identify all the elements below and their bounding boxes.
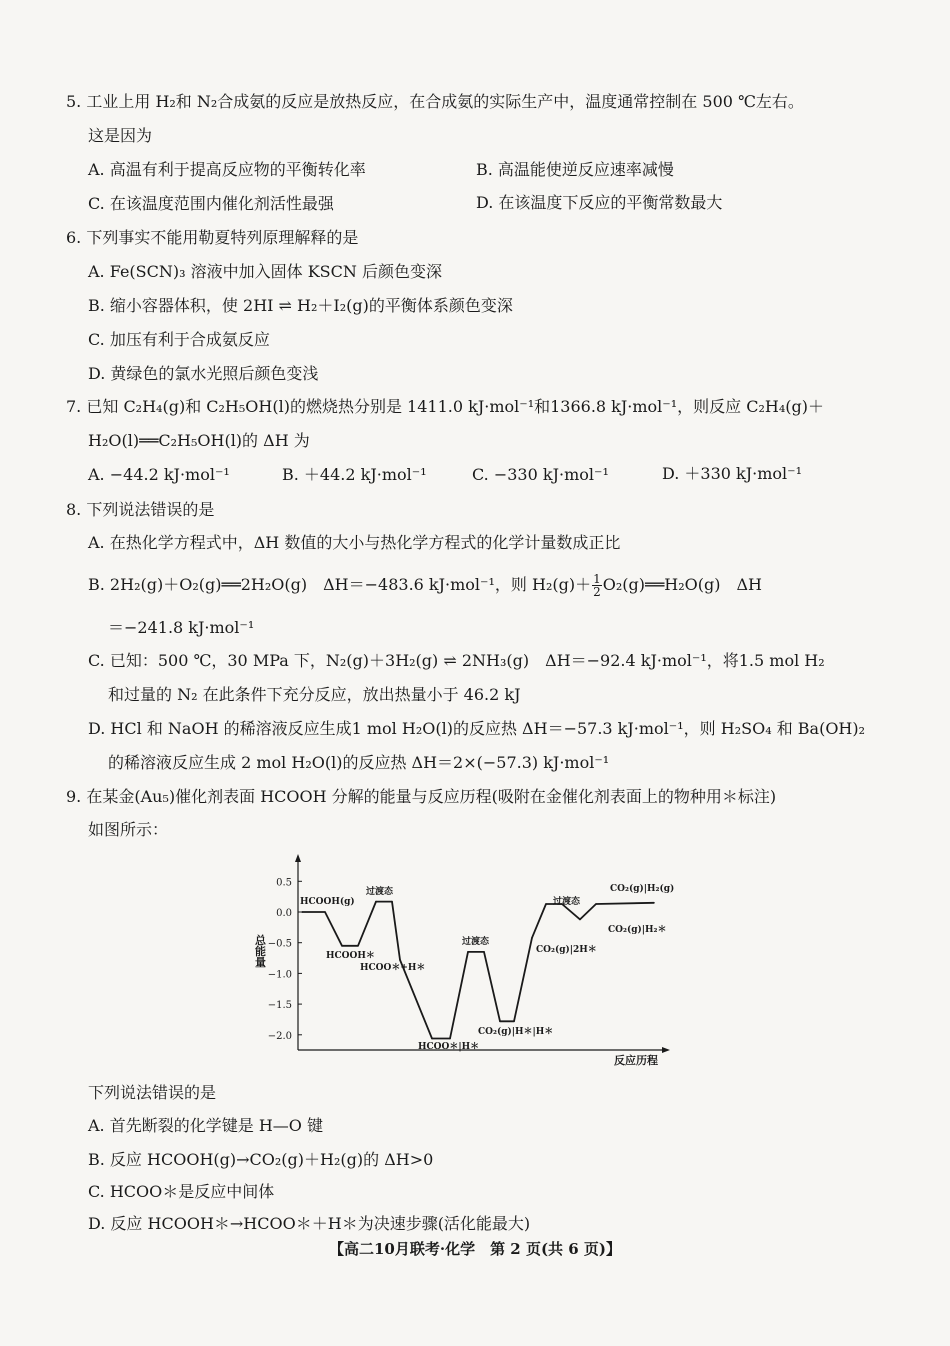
label-co2-h2-gas: CO₂(g)|H₂(g) [610, 884, 675, 894]
q6-option-a: A. Fe(SCN)₃ 溶液中加入固体 KSCN 后颜色变深 [88, 262, 442, 281]
q5-option-d: D. 在该温度下反应的平衡常数最大 [476, 193, 723, 212]
q6-option-c: C. 加压有利于合成氨反应 [88, 330, 270, 349]
q7-option-b: B. ＋44.2 kJ·mol⁻¹ [282, 465, 427, 484]
q6-option-d: D. 黄绿色的氯水光照后颜色变浅 [88, 364, 319, 383]
y-tick-label: 0.0 [276, 908, 292, 919]
energy-curve [302, 902, 654, 1039]
chart-axes [254, 854, 671, 1067]
q9-option-a: A. 首先断裂的化学键是 H—O 键 [88, 1116, 323, 1135]
q7-option-a: A. −44.2 kJ·mol⁻¹ [88, 465, 230, 484]
label-co2-h2-adsorbed: CO₂(g)|H₂＊ [608, 925, 667, 935]
q9-option-c: C. HCOO＊是反应中间体 [88, 1182, 275, 1201]
label-transition-state-2: 过渡态 [462, 937, 490, 947]
fraction-numerator: 1 [593, 572, 601, 586]
label-co2-2h: CO₂(g)|2H＊ [536, 945, 597, 955]
fraction-one-half [592, 573, 602, 598]
q7-option-c: C. −330 kJ·mol⁻¹ [472, 465, 609, 484]
q9-option-d: D. 反应 HCOOH＊→HCOO＊＋H＊为决速步骤(活化能最大) [88, 1214, 531, 1233]
q8-option-b-part2: O₂(g)══H₂O(g) ΔH [602, 575, 762, 594]
q6-stem: 6. 下列事实不能用勒夏特列原理解释的是 [66, 228, 359, 247]
page-footer: 【高二10月联考·化学 第 2 页(共 6 页)】 [328, 1240, 622, 1258]
q8-option-c-line1: C. 已知：500 ℃，30 MPa 下，N₂(g)＋3H₂(g) ⇌ 2NH₃(g) ΔH＝−92.4 kJ·mol⁻¹，将1.5 mol H₂ [88, 651, 825, 670]
q5-option-c: C. 在该温度范围内催化剂活性最强 [88, 194, 334, 213]
chart-series [301, 901, 655, 1040]
chart-y-ticks [268, 877, 302, 1042]
label-transition-state-3: 过渡态 [553, 897, 581, 907]
q9-sub-stem: 下列说法错误的是 [88, 1083, 217, 1102]
q9-stem-line1: 9. 在某金(Au₅)催化剂表面 HCOOH 分解的能量与反应历程(吸附在金催化剂表面上的物种用＊标注) [66, 787, 777, 806]
label-hcoo-h: HCOO＊|H＊ [418, 1042, 480, 1052]
q5-option-a: A. 高温有利于提高反应物的平衡转化率 [88, 160, 366, 179]
q8-stem: 8. 下列说法错误的是 [66, 500, 215, 519]
q5-stem-line2: 这是因为 [88, 126, 153, 145]
q7-stem-line1: 7. 已知 C₂H₄(g)和 C₂H₅OH(l)的燃烧热分别是 1411.0 kJ·mol⁻¹和1366.8 kJ·mol⁻¹，则反应 C₂H₄(g)＋ [66, 397, 824, 416]
q5-stem-line1: 5. 工业上用 H₂和 N₂合成氨的反应是放热反应，在合成氨的实际生产中，温度通常控制在 500 ℃左右。 [66, 92, 804, 111]
y-tick-label: −2.0 [267, 1030, 292, 1042]
q7-option-d: D. ＋330 kJ·mol⁻¹ [662, 464, 803, 483]
y-axis-label: 总能量 [253, 934, 267, 968]
y-tick-label: −1.0 [267, 969, 292, 981]
q8-option-c-line2: 和过量的 N₂ 在此条件下充分反应，放出热量小于 46.2 kJ [108, 685, 521, 704]
q8-option-b-line2: ＝−241.8 kJ·mol⁻¹ [108, 618, 255, 637]
y-tick-label: −0.5 [267, 938, 292, 950]
label-co2-h-h: CO₂(g)|H＊|H＊ [478, 1027, 554, 1037]
x-axis-label: 反应历程 [614, 1054, 658, 1067]
label-hcoo-plus-h: HCOO＊+H＊ [360, 963, 426, 973]
label-transition-state-1: 过渡态 [366, 887, 394, 897]
q8-option-b-line1 [88, 571, 762, 599]
q5-option-b: B. 高温能使逆反应速率减慢 [476, 160, 674, 179]
q8-option-d-line2: 的稀溶液反应生成 2 mol H₂O(l)的反应热 ΔH＝2×(−57.3) kJ·mol⁻¹ [108, 753, 610, 772]
label-hcooh-g: HCOOH(g) [300, 897, 355, 907]
y-axis-arrow [295, 854, 301, 862]
q8-option-d-line1: D. HCl 和 NaOH 的稀溶液反应生成1 mol H₂O(l)的反应热 ΔH＝−57.3 kJ·mol⁻¹，则 H₂SO₄ 和 Ba(OH)₂ [88, 719, 866, 738]
label-hcooh-adsorbed: HCOOH＊ [326, 951, 375, 961]
q6-option-b: B. 缩小容器体积，使 2HI ⇌ H₂＋I₂(g)的平衡体系颜色变深 [88, 296, 513, 315]
q7-stem-line2: H₂O(l)══C₂H₅OH(l)的 ΔH 为 [88, 431, 310, 450]
q9-stem-line2: 如图所示： [88, 820, 169, 839]
q8-option-b-part1: B. 2H₂(g)＋O₂(g)══2H₂O(g) ΔH＝−483.6 kJ·mol⁻¹，则 H₂(g)＋ [88, 575, 592, 594]
x-axis-arrow [662, 1047, 670, 1053]
y-tick-label: −1.5 [267, 1000, 292, 1012]
q8-option-a: A. 在热化学方程式中，ΔH 数值的大小与热化学方程式的化学计量数成正比 [88, 533, 621, 552]
fraction-denominator: 2 [593, 585, 601, 599]
energy-profile-chart [240, 846, 680, 1072]
q9-option-b: B. 反应 HCOOH(g)→CO₂(g)＋H₂(g)的 ΔH>0 [88, 1150, 434, 1169]
y-tick-label: 0.5 [276, 877, 292, 889]
